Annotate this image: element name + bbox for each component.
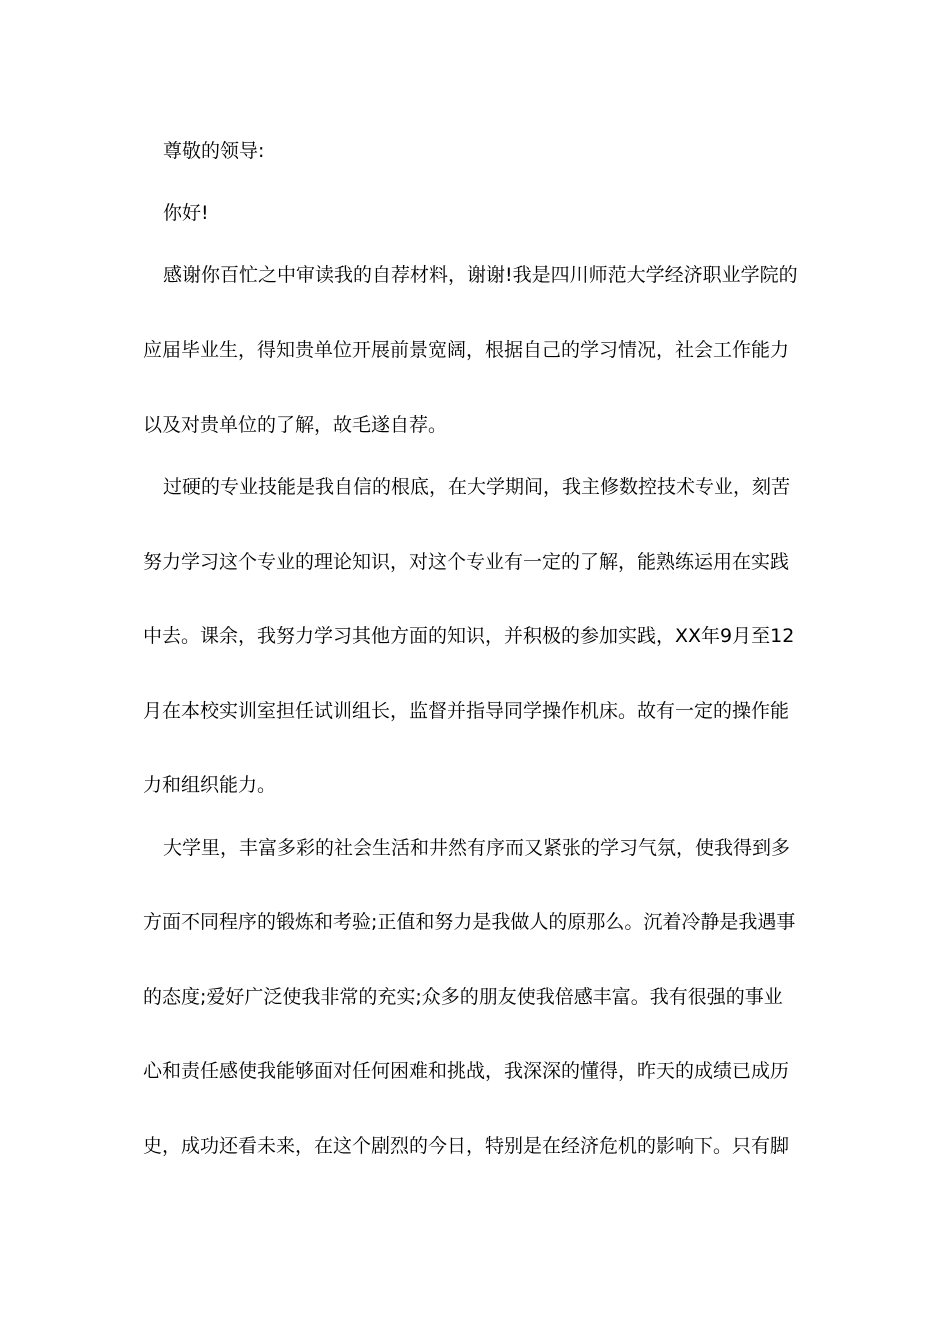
paragraph-3-line-2: 方面不同程序的锻炼和考验;正值和努力是我做人的原那么。沉着冷静是我遇事: [143, 911, 796, 933]
paragraph-3-line-4: 心和责任感使我能够面对任何困难和挑战，我深深的懂得，昨天的成绩已成历: [143, 1060, 790, 1082]
paragraph-2-line-3: 中去。课余，我努力学习其他方面的知识，并积极的参加实践，XX年9月至12: [143, 625, 795, 647]
paragraph-3-line-5: 史，成功还看未来，在这个剧烈的今日，特别是在经济危机的影响下。只有脚: [143, 1135, 790, 1157]
greeting: 你好!: [163, 202, 209, 224]
paragraph-3-line-1: 大学里，丰富多彩的社会生活和井然有序而又紧张的学习气氛，使我得到多: [163, 837, 791, 859]
paragraph-1-line-1: 感谢你百忙之中审读我的自荐材料，谢谢!我是四川师范大学经济职业学院的: [163, 264, 798, 286]
paragraph-1-line-3: 以及对贵单位的了解，故毛遂自荐。: [143, 414, 448, 436]
paragraph-3-line-3: 的态度;爱好广泛使我非常的充实;众多的朋友使我倍感丰富。我有很强的事业: [143, 986, 783, 1008]
paragraph-2-line-2: 努力学习这个专业的理论知识，对这个专业有一定的了解，能熟练运用在实践: [143, 551, 790, 573]
paragraph-2-line-1: 过硬的专业技能是我自信的根底，在大学期间，我主修数控技术专业，刻苦: [163, 476, 791, 498]
paragraph-1-line-2: 应届毕业生，得知贵单位开展前景宽阔，根据自己的学习情况，社会工作能力: [143, 339, 790, 361]
salutation: 尊敬的领导:: [163, 140, 265, 162]
paragraph-2-line-4: 月在本校实训室担任试训组长，监督并指导同学操作机床。故有一定的操作能: [143, 700, 790, 722]
paragraph-2-line-5: 力和组织能力。: [143, 774, 277, 796]
